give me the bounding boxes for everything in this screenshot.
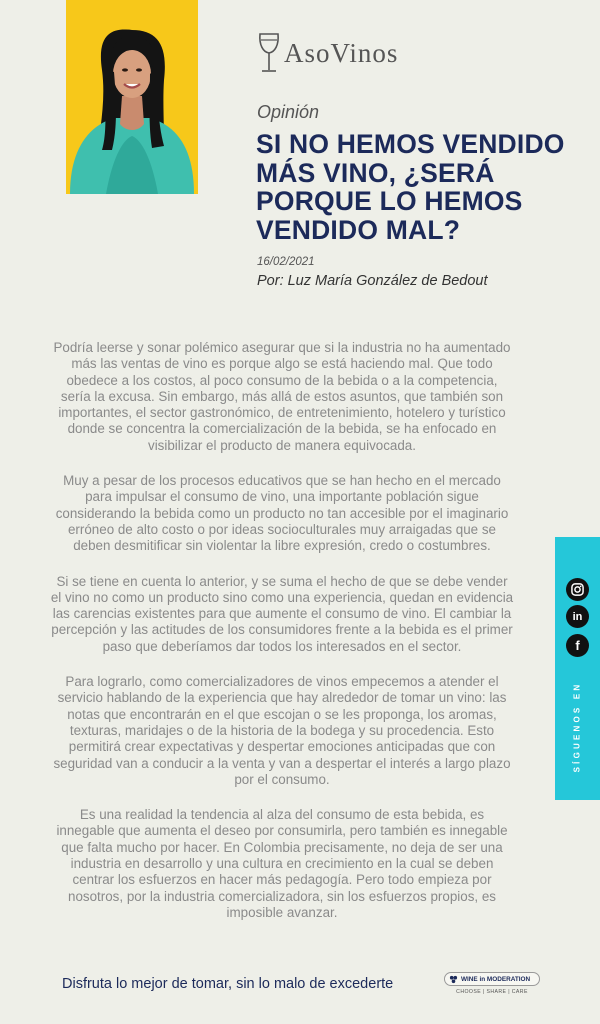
section-label: Opinión <box>257 102 320 122</box>
grapes-icon <box>449 975 458 984</box>
facebook-icon[interactable] <box>566 634 589 657</box>
wim-label-box <box>444 972 540 986</box>
author-photo <box>66 0 198 194</box>
footer-tagline: Disfruta lo mejor de tomar, sin lo malo de excederte <box>62 976 394 992</box>
publish-date: 16/02/2021 <box>257 256 315 268</box>
article-paragraph: Es una realidad la tendencia al alza del consumo de esta bebida, es innegable que aumenta el deseo por consumirla, pero también es innegable que falta mucho por hacer. En Colombia precisamente, no deja de ser una industria en desarrollo y una cultura en crecimiento en la cual se deben centrar los esfuerzos en hacer más pedagogía. Pero todo empieza por nosotros, por la industria comercializadora, sin los esfuerzos propios, es imposible avanzar. <box>56 807 508 920</box>
article-title: SI NO HEMOS VENDIDO MÁS VINO, ¿SERÁ PORQUE LO HEMOS VENDIDO MAL? <box>256 129 565 245</box>
article-body <box>50 340 514 940</box>
instagram-glyph <box>571 583 584 596</box>
wine-in-moderation-badge[interactable] <box>444 972 542 998</box>
instagram-icon[interactable] <box>566 578 589 601</box>
article-paragraph: Si se tiene en cuenta lo anterior, y se suma el hecho de que se debe vender el vino no como un producto sino como una experiencia, quedan en evidencia las carencias existentes para que aumente el consumo de vino. El cambiar la percepción y las actitudes de los consumidores frente a la bebida es el primer paso que deberíamos dar todos los interesados en el sector. <box>50 573 514 654</box>
brand-name: AsoVinos <box>284 37 399 68</box>
asovinos-logo[interactable] <box>256 28 436 78</box>
social-sidebar <box>555 537 600 800</box>
article-paragraph: Muy a pesar de los procesos educativos que se han hecho en el mercado para impulsar el consumo de vino, una importante población sigue considerando la bebida como un producto no tan accesible por el imaginario erróneo de alto costo o por ideas socioculturales muy arraigadas que se deben desmitificar sin violentar la libre expresión, credo o costumbres. <box>55 473 509 554</box>
wine-glass-icon <box>256 31 282 75</box>
wim-sub: CHOOSE | SHARE | CARE <box>456 989 528 995</box>
follow-us-label: SÍGUENOS EN <box>572 681 582 773</box>
facebook-glyph: f <box>575 638 580 653</box>
article-paragraph: Para lograrlo, como comercializadores de vinos empecemos a atender el servicio hablando de la experiencia que hay alrededor de tomar un vino: las notas que encontrarán en el que escojan o se les proponga, los aromas, texturas, maridajes o de la historia de la bodega y su procedencia. Esto permitirá crear expectativas y despertar emociones anticipadas que con seguridad van a conducir a la venta y van a despertar el interés a largo plazo por el consumo. <box>53 674 511 787</box>
author-portrait-illustration <box>66 0 198 194</box>
wim-label: WINE in MODERATION <box>461 975 531 983</box>
article-paragraph: Podría leerse y sonar polémico asegurar que si la industria no ha aumentado más las ventas de vino es porque algo se está haciendo mal. Que todo obedece a los costos, al poco consumo de la bebida o a la competencia, sería la excusa. Sin embargo, más allá de estos asuntos, que también son importantes, el sector gastronómico, de entretenimiento, hotelero y turístico donde se concentra la comercialización de la bebida, se ha enfocado en visibilizar el producto de manera equivocada. <box>53 340 511 453</box>
article-author: Por: Luz María González de Bedout <box>257 273 488 289</box>
linkedin-glyph: in <box>572 610 583 623</box>
linkedin-icon[interactable] <box>566 605 589 628</box>
